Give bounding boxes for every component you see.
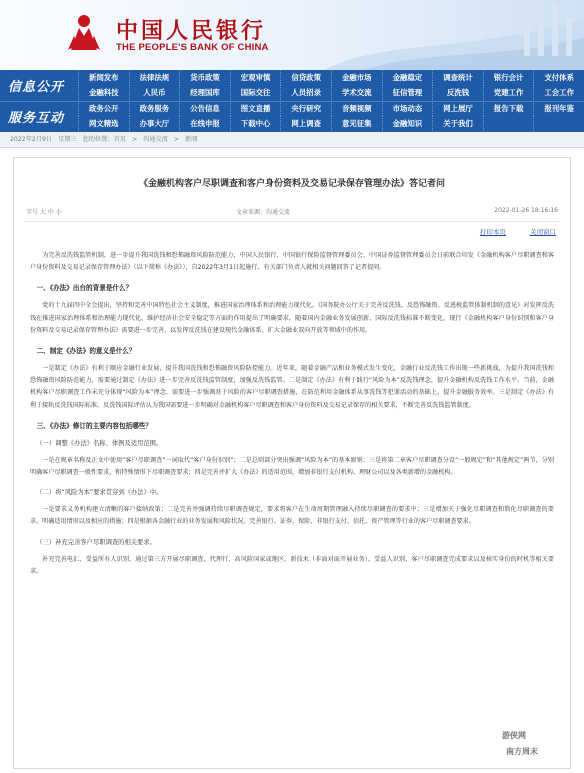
main-navigation: [0, 70, 584, 132]
article-paragraph: 一是制定《办法》有利于顺应金融行业发展，提升我国洗钱和恐怖融资风险防控能力。近年来，随着金融产品和业务模式发生变化，金融行业反洗钱工作出现一些新挑战，为提升我国洗钱和恐怖融资风险防范能力，需要通过制定《办法》进一步完善反洗钱监管制度，加强反洗钱监管。二是制定《办法》有利于践行“风险为本”反洗钱理念，提升金融机构反洗钱工作水平。当前，金融机构客户尽职调查工作未充分体现“风险为本”理念，需要进一步强调基于风险的客户尽职调查措施，在防范利用金融体系从事洗钱等犯罪活动的基础上，提升金融服务效率。三是制定《办法》有利于接轨反洗钱国际标准。反洗钱国际评估认为我国需要进一步明确对金融机构客户尽职调查和客户身份资料及交易记录保存的相关要求，不断完善反洗钱监管制度。: [30, 365, 554, 409]
article-paragraph: 补充完善电汇、受益所有人识别、通过第三方开展尽职调查、代理行、高风险国家或地区、新技术（非面对面开展业务）、受益人识别、客户尽职调查完成要求以及核实身份的时机等相关要求。: [30, 555, 554, 575]
nav-item-party-building[interactable]: 党建工作: [483, 85, 534, 100]
nav-item-research[interactable]: 央行研究: [280, 101, 331, 116]
section-heading: 一、《办法》出台的背景是什么？: [36, 284, 133, 293]
nav-item-statistics[interactable]: 调查统计: [432, 70, 483, 85]
section-heading: 二、制定《办法》的意义是什么？: [36, 347, 136, 356]
article-container: [13, 157, 571, 769]
nav-item-news[interactable]: 新闻发布: [78, 70, 129, 85]
breadcrumb-level3-link[interactable]: 新闻: [185, 136, 198, 143]
breadcrumb-home-link[interactable]: 您的位置：首页: [82, 136, 126, 143]
watermark-text: 游侠网: [502, 731, 526, 740]
breadcrumb-date: 2022年2月9日: [10, 136, 53, 143]
article-paragraph: 一是在规章名称及正文中使用“客户尽职调查”一词取代“客户身份识别”；二是总则部分突出强调“风险为本”的基本原则；三是将第二章客户尽职调查分设“一般规定”和“其他规定”两节，分别明确客户尽职调查一般性要求，和特殊情形下尽职调查要求；四是完善并扩大《办法》的适用范围，增加非银行支付机构、理财公司以及各类新增的金融机构。: [30, 456, 554, 477]
breadcrumb-weekday: 星期三: [58, 136, 77, 143]
nav-item-opinion-collection[interactable]: 意见征集: [331, 116, 382, 131]
subsection-heading: （一）调整《办法》名称、体例及适用范围。: [36, 439, 163, 447]
nav-item-online-declaration[interactable]: 在线申报: [179, 116, 230, 131]
nav-item-live[interactable]: 图文直播: [230, 101, 281, 116]
section-heading: 三、《办法》修订的主要内容包括哪些？: [36, 421, 152, 430]
nav-item-financial-knowledge[interactable]: 金融知识: [382, 116, 433, 131]
nav-items-grid: [78, 70, 584, 101]
nav-item-payment-system[interactable]: 支付体系: [533, 70, 584, 85]
nav-item-credit-reference[interactable]: 征信管理: [382, 85, 433, 100]
nav-item-recruitment[interactable]: 人员招录: [280, 85, 331, 100]
print-link[interactable]: 打印本页: [479, 228, 506, 236]
pboc-logo-icon[interactable]: [66, 12, 102, 52]
nav-item-download-center[interactable]: 下载中心: [230, 116, 281, 131]
breadcrumb-separator: >: [131, 136, 138, 143]
nav-item-selected-articles[interactable]: 网文精选: [78, 116, 129, 131]
subsection-heading: （三）补充完善客户尽职调查的相关要求。: [36, 538, 156, 546]
article-paragraph: 为完善反洗钱监管机制，进一步提升我国洗钱和恐怖融资风险防范能力，中国人民银行、中国银行保险监督管理委员会、中国证券监督管理委员会日前联合印发《金融机构客户尽职调查和客户身份资料及交易记录保存管理办法》（以下简称《办法》），自2022年3月1日起施行。有关部门负责人就相关问题回答了记者提问。: [30, 252, 554, 272]
article-meta: [24, 207, 560, 222]
nav-item-online-exhibition[interactable]: 网上展厅: [432, 101, 483, 116]
nav-section-info: [0, 70, 584, 102]
nav-item-about-us[interactable]: 关于我们: [432, 116, 483, 131]
subsection-heading: （二）将“风险为本”要求贯穿到《办法》中。: [36, 489, 163, 497]
close-window-link[interactable]: 关闭窗口: [530, 228, 556, 236]
article-paragraph: 党的十九届四中全会提出，坚持和完善中国特色社会主义制度，推进国家治理体系和治理能力现代化。《国务院办公厅关于完善反洗钱、反恐怖融资、反逃税监管体制机制的意见》对发挥反洗钱在推进国家治理体系和治理能力现代化、维护经济社会安全稳定等方面的作用提出了明确要求。随着国内金融业务发展创新、国际反洗钱标准不断变化，现行《金融机构客户身份识别和客户身份资料及交易记录保存管理办法》需要进一步完善，以发挥反洗钱在建设现代金融体系、扩大金融业双向开放等领域中的作用。: [30, 302, 554, 334]
nav-item-treasury[interactable]: 经理国库: [179, 85, 230, 100]
nav-item-laws[interactable]: 法律法规: [129, 70, 180, 85]
nav-item-market-dynamics[interactable]: 市场动态: [382, 101, 433, 116]
nav-section-title: 服务互动: [8, 111, 65, 126]
nav-item-service-hall[interactable]: 办事大厅: [129, 116, 180, 131]
nav-item-rmb[interactable]: 人民币: [129, 85, 180, 100]
nav-item-financial-market[interactable]: 金融市场: [331, 70, 382, 85]
breadcrumb-separator: >: [173, 136, 180, 143]
nav-item-empty: [533, 116, 584, 131]
site-header: [0, 0, 584, 70]
breadcrumb: [0, 132, 584, 148]
nav-item-audio-video[interactable]: 音频视频: [331, 101, 382, 116]
nav-item-yearbook[interactable]: 报刊年鉴: [533, 101, 584, 116]
nav-item-credit-policy[interactable]: 信贷政策: [280, 70, 331, 85]
breadcrumb-level2-link[interactable]: 沟通交流: [143, 136, 168, 143]
watermark-logo-icon: [496, 722, 556, 762]
nav-section-title: 信息公开: [8, 80, 65, 95]
nav-item-announcements[interactable]: 公告信息: [179, 101, 230, 116]
article-datetime: 2022-01-26 18:16:16: [494, 207, 558, 214]
bank-name-cn: 中国人民银行: [116, 18, 267, 44]
bank-name-en: THE PEOPLE'S BANK OF CHINA: [116, 42, 269, 53]
nav-item-gov-affairs[interactable]: 政务公开: [78, 101, 129, 116]
nav-items-grid: [78, 101, 584, 132]
nav-item-union[interactable]: 工会工作: [533, 85, 584, 100]
article-source: 文章来源：沟通交流: [236, 209, 291, 216]
article-body: [14, 250, 570, 578]
nav-item-monetary-policy[interactable]: 货币政策: [179, 70, 230, 85]
watermark-subtext: 南方周末: [506, 747, 538, 756]
nav-item-gov-service[interactable]: 政务服务: [129, 101, 180, 116]
article-tools: [14, 227, 556, 236]
header-decoration: [324, 0, 584, 70]
article-paragraph: 一是要求义务机构建立清晰的客户接纳政策；二是完善并强调持续尽职调查规定，要求将客户在生命周期管理融入持续尽职调查的要求中；三是增加关于强化尽职调查和简化尽职调查的要求，明确适用情形以及相应的措施；四是根据各金融行业的业务发展和风险状况，完善银行、证券、保险、非银行支付、信托、资产管理等行业的客户尽职调查要求。: [30, 506, 554, 526]
nav-item-bank-accounting[interactable]: 银行会计: [483, 70, 534, 85]
nav-item-international[interactable]: 国际交往: [230, 85, 281, 100]
nav-item-report-download[interactable]: 报告下载: [483, 101, 534, 116]
nav-item-macroprudential[interactable]: 宏观审慎: [230, 70, 281, 85]
nav-section-service: [0, 101, 584, 132]
nav-item-aml[interactable]: 反洗钱: [432, 85, 483, 100]
nav-item-empty: [483, 116, 534, 131]
article-title: 《金融机构客户尽职调查和客户身份资料及交易记录保存管理办法》答记者问: [138, 179, 445, 189]
font-size-controls[interactable]: 字号 大 中 小: [26, 209, 62, 216]
nav-item-online-survey[interactable]: 网上调查: [280, 116, 331, 131]
nav-item-fintech[interactable]: 金融科技: [78, 85, 129, 100]
nav-item-financial-stability[interactable]: 金融稳定: [382, 70, 433, 85]
nav-item-academic[interactable]: 学术交流: [331, 85, 382, 100]
